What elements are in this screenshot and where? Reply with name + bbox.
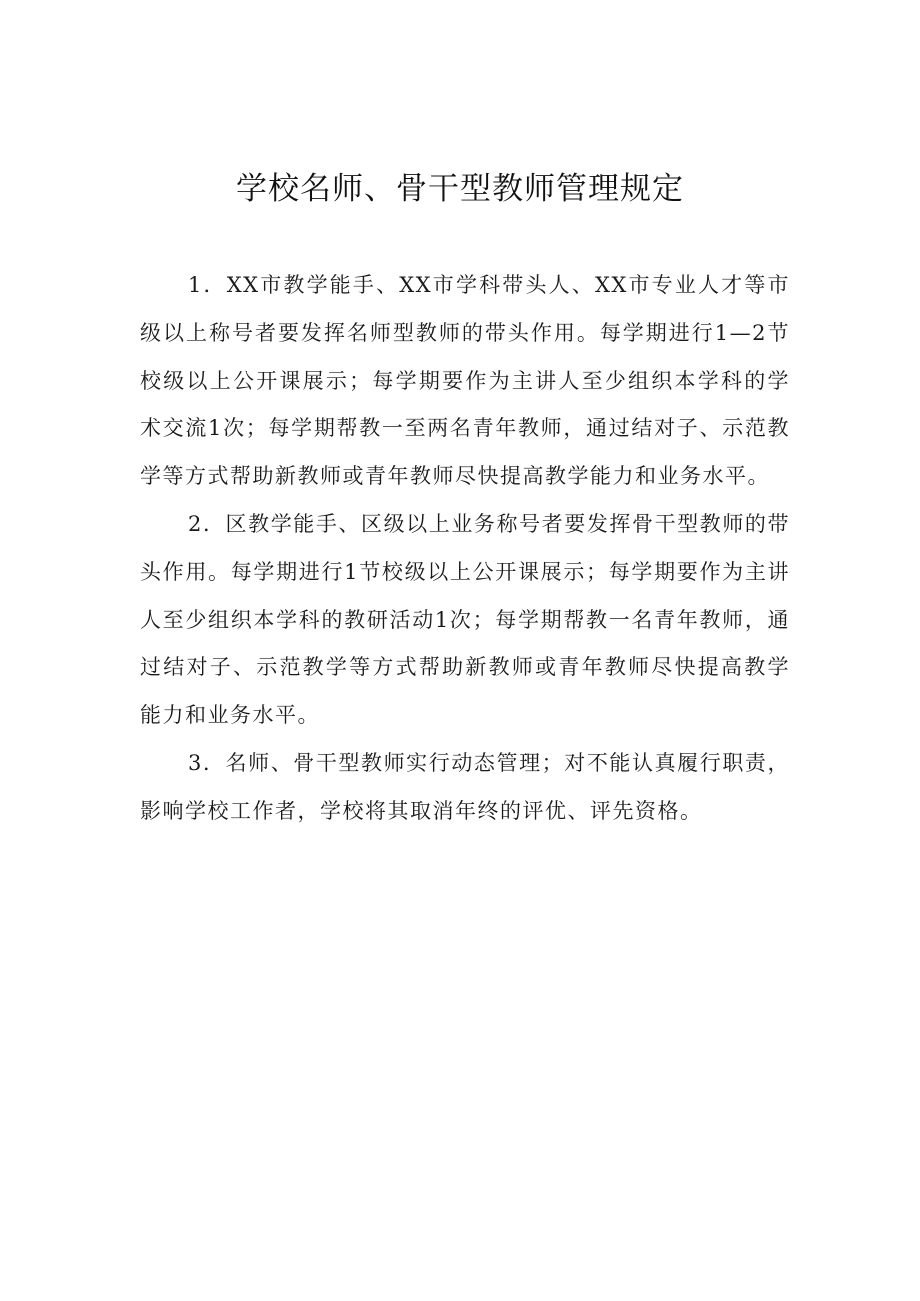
document-title: 学校名师、骨干型教师管理规定 xyxy=(236,171,684,207)
document-body xyxy=(140,262,790,836)
paragraph-3: 3．名师、骨干型教师实行动态管理；对不能认真履行职责，影响学校工作者，学校将其取消年终的评优、评先资格。 xyxy=(140,750,790,823)
paragraph-1: 1．XX市教学能手、XX市学科带头人、XX市专业人才等市级以上称号者要发挥名师型教师的带头作用。每学期进行1—2节校级以上公开课展示；每学期要作为主讲人至少组织本学科的学术交流1次；每学期帮教一至两名青年教师，通过结对子、示范教学等方式帮助新教师或青年教师尽快提高教学能力和业务水平。 xyxy=(140,273,790,489)
paragraph-2: 2．区教学能手、区级以上业务称号者要发挥骨干型教师的带头作用。每学期进行1节校级以上公开课展示；每学期要作为主讲人至少组织本学科的教研活动1次；每学期帮教一名青年教师，通过结对子、示范教学等方式帮助新教师或青年教师尽快提高教学能力和业务水平。 xyxy=(140,511,790,728)
